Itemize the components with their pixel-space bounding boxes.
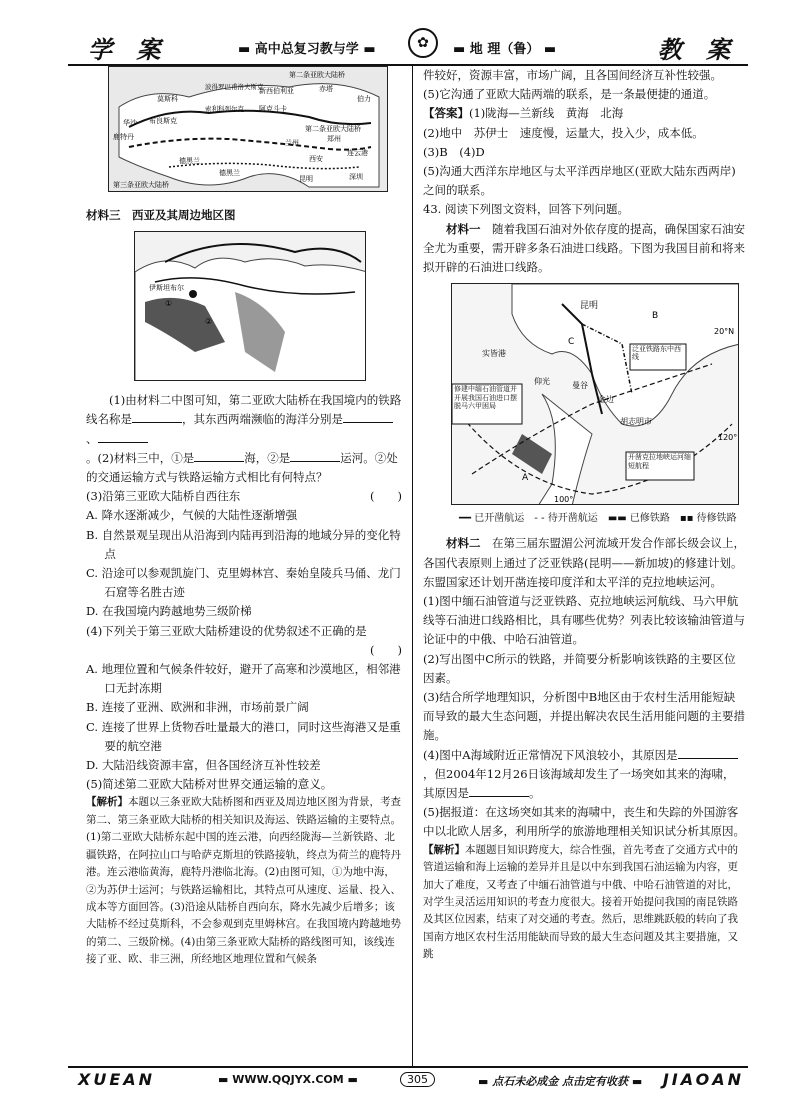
q4-option-b: B. 连接了亚洲、欧洲和非洲，市场前景广阔 — [86, 700, 309, 715]
material1-text: 随着我国石油对外依存度的提高，确保国家石油安全尤为重要，需开辟多条石油进口线路。下图为我国目前和将来拟开辟的石油进口线路。 — [423, 221, 745, 275]
left-q1-text-c: 、 — [86, 431, 98, 446]
header-left-brand: 学 案 — [88, 36, 169, 64]
map1-label-16: 第三条亚欧大陆桥 — [113, 181, 169, 189]
right-q4-text-b: ，但2004年12月26日该海域却发生了一场突如其来的海啸，其原因是 — [423, 766, 735, 801]
right-analysis-text: 本题题目知识跨度大，综合性强，首先考查了交通方式中的管道运输和海上运输的差异并且是以中东到我国石油运输为内容，更加大了难度，又考查了中缅石油管道与中俄、中哈石油管道的对比，对学生灵活运用知识的考查力度很大。接着开始提问我国的南昆铁路及其区位因素，结束了对交通的考查。然后，思维跳跃般的转向了我国南方地区农村生活用能缺而导致的最大生态问题及其主要措施，又跳 — [423, 843, 738, 961]
left-q1 — [86, 391, 402, 449]
map1-label-6: 布良斯克 — [149, 117, 177, 125]
page-footer — [68, 1070, 748, 1094]
header-subject: ▬ 地 理（鲁） ▬ — [453, 42, 557, 57]
map-hcm: 胡志明市 — [620, 417, 652, 427]
left-q2-text-a: 。(2)材料三中，①是 — [86, 450, 195, 465]
oil-route-map-svg — [452, 284, 739, 505]
header-right-brand: 教 案 — [657, 36, 738, 64]
right-q4 — [423, 746, 745, 804]
map1-label-17: 德黑兰 — [219, 169, 240, 177]
west-asia-map — [134, 231, 366, 381]
material2 — [423, 534, 745, 592]
map-jinbian: 金边 — [598, 395, 614, 405]
header-series: ▬ 高中总复习教与学 ▬ — [238, 42, 376, 57]
eurasian-landbridge-map — [108, 66, 388, 192]
material3-caption: 材料三 西亚及其周边地区图 — [86, 208, 236, 222]
answer-blank[interactable] — [678, 746, 738, 759]
answer-2: (2)地中 苏伊士 速度慢，运量大，投入少，成本低。 — [423, 125, 704, 140]
left-q2-text-c: 运河。②处的交通运输方式与铁路运输方式相比有何特点？ — [86, 450, 398, 485]
map3-label-1: ① — [165, 299, 173, 309]
map-yangon: 仰光 — [534, 377, 550, 387]
q3-option-a: A. 降水逐渐减少，气候的大陆性逐渐增强 — [86, 508, 298, 523]
map-lat20: 20°N — [714, 327, 735, 337]
map1-label-4: 莫斯科 — [157, 95, 178, 103]
map3-label-2: ② — [205, 317, 213, 327]
footer-right-brand: JIAOAN — [662, 1070, 744, 1089]
map-kunming: 昆明 — [580, 301, 599, 312]
q3-option-c: C. 沿途可以参观凯旋门、克里姆林宫、秦始皇陵兵马俑、龙门石窟等名胜古迹 — [86, 566, 401, 600]
material2-text: 在第三届东盟湄公河流域开发合作部长级会议上，各国代表原则上通过了泛亚铁路(昆明——新加坡)的修建计划。东盟国家还计划开凿连接印度洋和太平洋的克拉地峡运河。 — [423, 536, 745, 589]
west-asia-map-svg — [135, 232, 366, 381]
map-c: C — [568, 337, 575, 348]
map-legend — [459, 509, 745, 528]
map1-label-14: 郑州 — [327, 135, 341, 143]
landbridge-map-svg — [109, 67, 388, 192]
map-b: B — [652, 311, 659, 322]
answer-paren[interactable]: ( ) — [370, 489, 402, 504]
footer-rule — [68, 1066, 748, 1068]
legend-label: 待开凿航运 — [547, 513, 598, 525]
answer-blank[interactable] — [290, 449, 340, 462]
footer-left-brand: XUEAN — [78, 1070, 156, 1089]
left-q3 — [86, 487, 402, 506]
answer-4: (5)沟通大西洋东岸地区与太平洋西岸地区(亚欧大陆东西两岸)之间的联系。 — [423, 164, 736, 198]
left-analysis — [86, 794, 402, 968]
map1-label-11: 鹿特丹 — [113, 133, 134, 141]
q4-option-d: D. 大陆沿线资源丰富，但各国经济互补性较差 — [86, 758, 321, 773]
material1-label: 材料一 — [446, 221, 481, 236]
answer-block — [423, 104, 745, 123]
right-q1: (1)图中缅石油管道与泛亚铁路、克拉地峡运河航线、马六甲航线等石油进口线路相比，具有哪些优势？列表比较该输油管道与论证中的中俄、中哈石油管道。 — [423, 594, 745, 647]
legend-item: ▬▬ 已修铁路 — [607, 513, 670, 525]
right-q2: (2)写出图中C所示的铁路，并简要分析影响该铁路的主要区位因素。 — [423, 651, 736, 685]
map-box-pipeline: 修建中缅石油管道并开展我国石油进口摆脱马六甲困局 — [454, 385, 517, 411]
legend-label: 已开凿航运 — [474, 513, 525, 525]
legend-item: - - 待开凿航运 — [534, 513, 598, 525]
right-q4-text-c: 。 — [529, 786, 541, 801]
right-q4-text-a: (4)图中A海域附近正常情况下风浪较小，其原因是 — [423, 747, 678, 762]
q3-option-d: D. 在我国境内跨越地势三级阶梯 — [86, 604, 252, 619]
q43-heading: 43. 阅读下列图文资料，回答下列问题。 — [423, 202, 629, 217]
map1-label-7: 索利科列尔克 — [205, 105, 244, 113]
footer-url-link[interactable]: ▬ WWW.QQJYX.COM ▬ — [218, 1073, 358, 1086]
left-q1-text-b: ，其东西两端濒临的海洋分别是 — [182, 412, 343, 427]
map-bangkok: 曼谷 — [572, 381, 588, 391]
right-q5: (5)据报道：在这场突如其来的海啸中，丧生和失踪的外国游客中以北欧人居多，利用所学的旅游地理相关知识试分析其原因。 — [423, 805, 745, 839]
left-analysis-text: 本题以三条亚欧大陆桥图和西亚及周边地区图为背景，考查第二、第三条亚欧大陆桥的相关知识及海运、铁路运输的主要特点。(1)第二亚欧大陆桥东起中国的连云港，向西经陇海—兰新铁路、北疆铁路，在阿拉山口与哈萨克斯坦的铁路接轨，终点为荷兰的鹿特丹港。连云港临黄海，鹿特丹港临北海。(2)由图可知，①为地中海，②为苏伊士运河；与铁路运输相比，其特点可从速度、运量、投入、成本等方面回答。(3)沿途从陆桥自西向东，降水先减少后增多；该大陆桥不经过莫斯科，不会参观到克里姆林宫。在我国境内跨越地势的第二、三级阶梯。(4)由第三条亚欧大陆桥的路线图可知，该线连接了亚、欧、非三洲，所经地区地理位置和气候条 — [86, 796, 401, 966]
answer-blank[interactable] — [343, 410, 393, 423]
map-shijiegang: 实皆港 — [482, 349, 506, 359]
page-number: 305 — [400, 1072, 435, 1087]
oil-route-map — [451, 283, 739, 505]
answer-blank[interactable] — [194, 449, 244, 462]
map1-label-20: 深圳 — [349, 173, 363, 181]
map3-label-istanbul: 伊斯坦布尔 — [149, 284, 184, 293]
answer-paren[interactable]: ( ) — [370, 642, 402, 657]
map1-label-9: 伯力 — [357, 95, 371, 103]
legend-item: ▪▪ 待修铁路 — [679, 513, 737, 525]
footer-slogan: ▬ 点石未必成金 点击定有收获 ▬ — [478, 1075, 643, 1088]
map-box-pan-asia-railway: 泛亚铁路东中西线 — [632, 345, 681, 362]
q4-option-c: C. 连接了世界上货物吞吐量最大的港口，同时这些海港又是重要的航空港 — [86, 719, 401, 753]
answer-label: 【答案】 — [423, 106, 469, 121]
map1-label-13: 兰州 — [285, 139, 299, 147]
map-a: A — [522, 473, 529, 484]
left-q4 — [86, 622, 402, 641]
column-divider — [412, 66, 413, 1066]
left-q5: (5)简述第二亚欧大陆桥对世界交通运输的意义。 — [86, 777, 333, 792]
answer-1: (1)陇海—兰新线 黄海 北海 — [469, 106, 624, 121]
analysis-label: 【解析】 — [86, 796, 128, 809]
map1-label-2: 新西伯利亚 — [259, 87, 294, 95]
left-column — [86, 66, 402, 969]
answer-blank[interactable] — [132, 410, 182, 423]
answer-3: (3)B (4)D — [423, 144, 485, 159]
q4-option-a: A. 地理位置和气候条件较好，避开了高寒和沙漠地区，相邻港口无封冻期 — [86, 662, 401, 696]
page-header — [68, 30, 748, 66]
right-analysis — [423, 842, 745, 964]
left-q2 — [86, 449, 402, 487]
right-cont5: (5)它沟通了亚欧大陆两端的联系，是一条最便捷的通道。 — [423, 87, 716, 102]
map-lon120: 120° — [718, 433, 738, 443]
map1-label-12: 德黑兰 — [179, 157, 200, 165]
legend-item: ━━ 已开凿航运 — [459, 513, 525, 525]
map1-label-18: 西安 — [309, 155, 323, 163]
left-q1-text: (1)由材料二中图可知，第二亚欧大陆桥在我国境内的铁路线名称是 — [86, 393, 402, 427]
q3-option-b: B. 自然景观呈现出从沿海到内陆再到沿海的地域分异的变化特点 — [86, 527, 401, 561]
left-q3-text: (3)沿第三亚欧大陆桥自西往东 — [86, 489, 241, 504]
right-cont: 件较好，资源丰富，市场广阔，且各国间经济互补性较强。 — [423, 68, 722, 82]
map1-label-19: 昆明 — [299, 175, 313, 183]
left-q4-text: (4)下列关于第三亚欧大陆桥建设的优势叙述不正确的是 — [86, 623, 367, 638]
map1-label-1: 波得罗巴甫洛夫斯克 — [205, 83, 264, 91]
right-q3: (3)结合所学地理知识，分析图中B地区由于农村生活用能短缺而导致的最大生态问题，并提出解决农民生活用能问题的主要措施。 — [423, 690, 745, 743]
publisher-logo-icon: ✿ — [408, 28, 438, 58]
legend-label: 待修铁路 — [696, 513, 737, 525]
answer-blank[interactable] — [469, 784, 529, 797]
map-lon100: 100° — [554, 495, 574, 505]
analysis-label: 【解析】 — [423, 843, 465, 856]
map1-label-5: 华沙 — [123, 119, 137, 127]
legend-label: 已修铁路 — [629, 513, 670, 525]
map1-label-3: 赤塔 — [319, 85, 333, 93]
map-box-kra-canal: 开凿克拉地峡运河缩短航程 — [628, 453, 691, 470]
left-q2-text-b: 海，②是 — [244, 450, 291, 465]
answer-blank[interactable] — [98, 430, 148, 443]
map1-label-15: 连云港 — [347, 149, 368, 157]
material2-label: 材料二 — [446, 536, 481, 551]
material1 — [423, 220, 745, 278]
right-column — [423, 66, 745, 964]
map1-label-8: 阿克斗卡 — [259, 105, 287, 113]
map1-label-0: 第二条亚欧大陆桥 — [289, 71, 345, 79]
map1-label-10: 第二条亚欧大陆桥 — [305, 125, 361, 133]
